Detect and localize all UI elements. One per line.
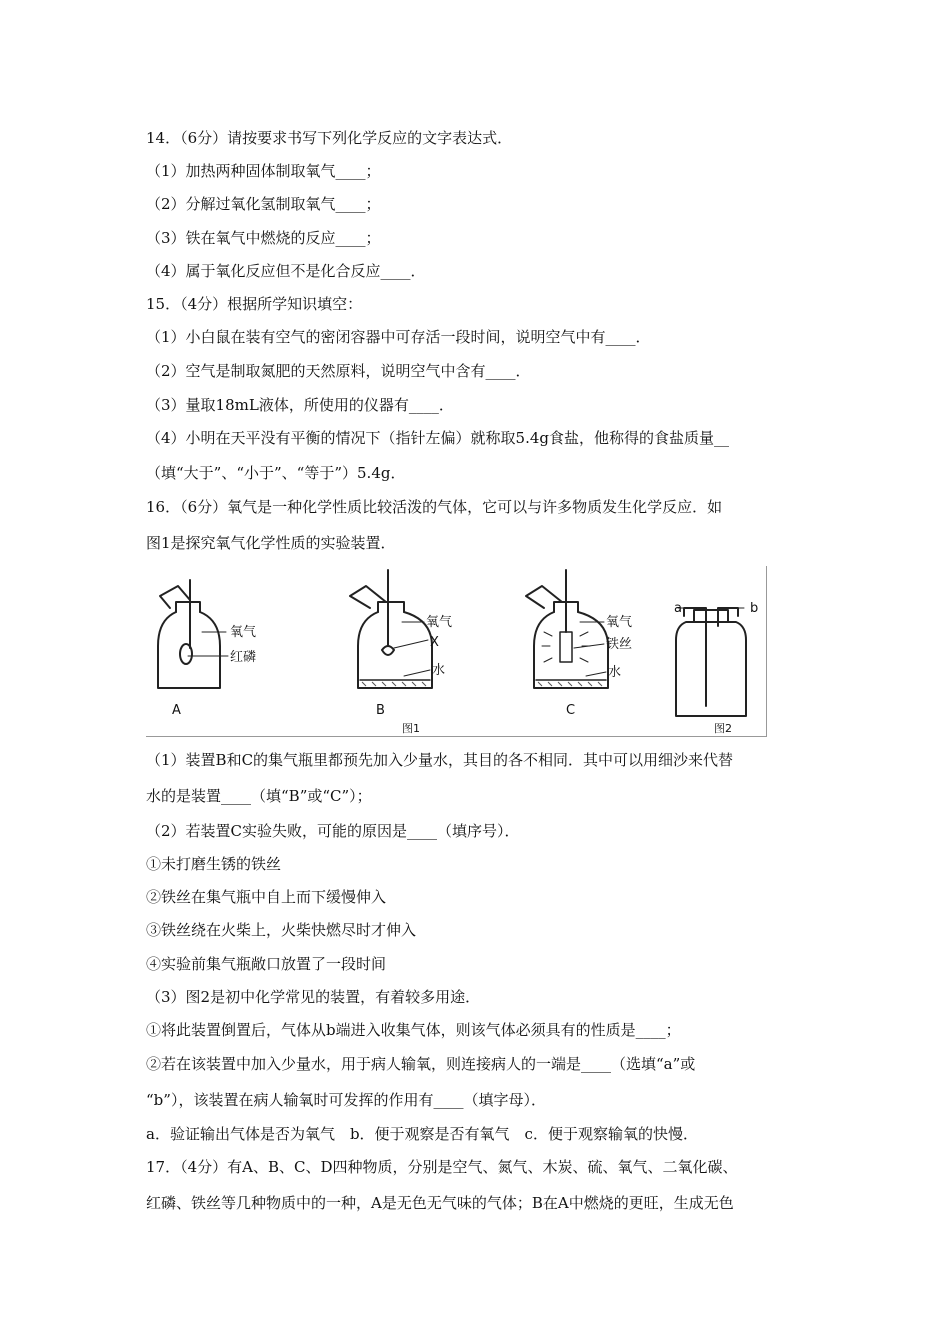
apparatus-b-bottle [350,570,432,688]
q17-title-cont: 红磷、铁丝等几种物质中的一种，A是无色无气味的气体；B在A中燃烧的更旺，生成无色 [146,1194,734,1212]
q16-part1-cont: 水的是装置____（填“B”或“C”）； [146,787,372,805]
apparatus-diagram [146,566,766,736]
q15-part2: （2）空气是制取氮肥的天然原料，说明空气中含有____． [146,362,531,380]
label-c-water: 水 [608,665,622,680]
q15-part1: （1）小白鼠在装有空气的密闭容器中可存活一段时间，说明空气中有____． [146,328,651,346]
q16-option2: ②铁丝在集气瓶中自上而下缓慢伸入 [146,888,387,906]
q14-part2: （2）分解过氧化氢制取氧气____； [146,195,381,213]
q16-option4: ④实验前集气瓶敞口放置了一段时间 [146,955,387,973]
water-layers [362,682,602,686]
q14-title: 14．（6分）请按要求书写下列化学反应的文字表达式． [146,129,513,147]
caption-c: C [566,703,576,718]
q15-part4: （4）小明在天平没有平衡的情况下（指针左偏）就称取5.4g食盐，他称得的食盐质量__ [146,429,730,447]
q16-option3: ③铁丝绕在火柴上，火柴快燃尽时才伸入 [146,921,417,939]
apparatus-c-bottle [526,570,608,688]
q15-part3: （3）量取18mL液体，所使用的仪器有____． [146,396,454,414]
q16-part3: （3）图2是初中化学常见的装置，有着较多用途． [146,988,481,1006]
label-a-phosphorus: 红磷 [230,650,257,665]
q16-option1: ①未打磨生锈的铁丝 [146,855,282,873]
label-c-wire: 铁丝 [606,637,633,652]
label-a-oxygen: 氧气 [230,625,257,640]
q16-part1: （1）装置B和C的集气瓶里都预先加入少量水，其目的各不相同．其中可以用细沙来代替 [146,751,734,769]
experiment-figure [146,566,767,737]
q16-choices: a．验证输出气体是否为氧气 b．便于观察是否有氧气 c．便于观察输氧的快慢． [146,1125,698,1143]
caption-a: A [172,703,181,718]
caption-fig1: 图1 [402,722,420,735]
q16-part2: （2）若装置C实验失败，可能的原因是____（填序号）． [146,822,520,840]
caption-b: B [376,703,385,718]
label-c-oxygen: 氧气 [606,615,633,630]
apparatus-a-bottle [158,580,228,688]
q16-part3-2-cont: “b”），该装置在病人输氧时可发挥的作用有____（填字母）． [146,1091,546,1109]
q16-title-cont: 图1是探究氧气化学性质的实验装置． [146,534,396,552]
fig2-gas-washing-bottle [676,608,746,716]
label-port-a: a [674,601,682,616]
q15-part4-cont: （填“大于”、“小于”、“等于”）5.4g． [146,464,406,482]
q16-part3-1: ①将此装置倒置后，气体从b端进入收集气体，则该气体必须具有的性质是____； [146,1021,681,1039]
q16-title: 16．（6分）氧气是一种化学性质比较活泼的气体，它可以与许多物质发生化学反应．如 [146,498,723,516]
q16-part3-2: ②若在该装置中加入少量水，用于病人输氧，则连接病人的一端是____（选填“a”或 [146,1055,696,1073]
label-b-water: 水 [432,663,446,678]
label-port-b: b [750,601,759,616]
q14-part3: （3）铁在氧气中燃烧的反应____； [146,229,381,247]
q14-part4: （4）属于氧化反应但不是化合反应____． [146,262,426,280]
label-b-oxygen: 氧气 [426,615,453,630]
caption-fig2: 图2 [714,722,732,735]
label-b-x: X [430,635,439,650]
q17-title: 17．（4分）有A、B、C、D四种物质，分别是空气、氮气、木炭、硫、氧气、二氧化碳、 [146,1158,738,1176]
q14-part1: （1）加热两种固体制取氧气____； [146,162,381,180]
q15-title: 15．（4分）根据所学知识填空： [146,295,363,313]
